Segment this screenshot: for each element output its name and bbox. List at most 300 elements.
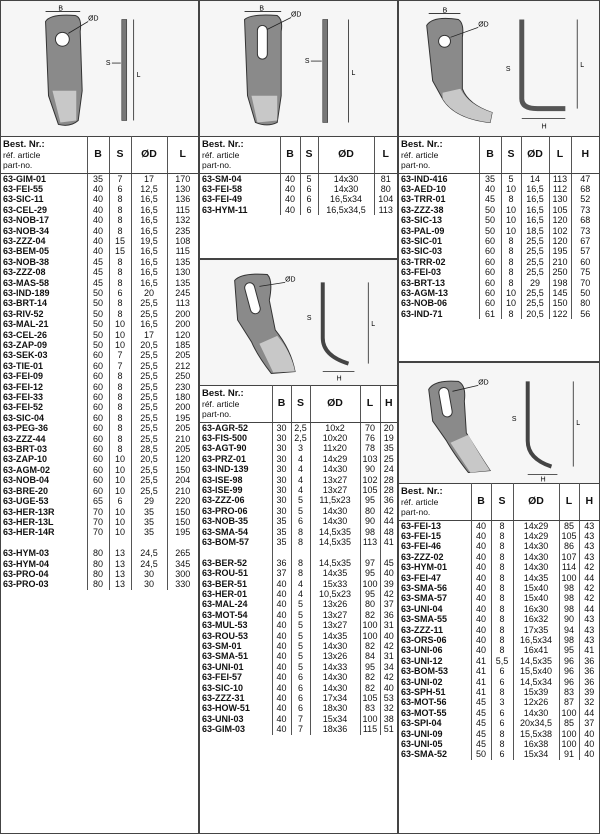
part-number: 63-HYM-04 — [3, 558, 50, 569]
value-s: 8 — [109, 402, 131, 412]
value-s: 6 — [291, 672, 310, 682]
value-b: 50 — [87, 288, 109, 298]
value-l: 98 — [559, 583, 579, 593]
value-h: 36 — [579, 666, 599, 676]
value-s: 6 — [300, 194, 318, 204]
table-row — [1, 413, 198, 423]
value-s: 10 — [109, 340, 131, 350]
value-s: 8 — [491, 625, 513, 635]
table-row — [200, 683, 397, 693]
part-number: 63-SM-04 — [202, 173, 242, 184]
value-s: 6 — [291, 516, 310, 526]
value-b: 70 — [87, 527, 109, 537]
value-h: 53 — [380, 693, 397, 703]
value-d: 14,5x35 — [513, 656, 559, 666]
value-l: 100 — [360, 714, 380, 724]
value-b: 50 — [87, 330, 109, 340]
value-d: 16x41 — [513, 645, 559, 655]
part-number: 63-ZZZ-31 — [202, 693, 245, 704]
col-l: L — [374, 136, 397, 173]
value-s: 8 — [109, 309, 131, 319]
part-number: 63-HER-01 — [202, 588, 248, 599]
value-l: 70 — [360, 422, 380, 433]
value-l: 180 — [167, 392, 198, 402]
value-b: 41 — [471, 677, 491, 687]
value-d: 14x33 — [310, 662, 360, 672]
value-b: 60 — [87, 423, 109, 433]
value-h: 25 — [380, 454, 397, 464]
value-b: 40 — [272, 620, 291, 630]
table-row — [200, 568, 397, 578]
part-number: 63-PRO-03 — [3, 579, 49, 590]
col-l: L — [559, 483, 579, 520]
value-h: 39 — [579, 687, 599, 697]
value-s: 13 — [109, 548, 131, 558]
value-s: 5 — [291, 506, 310, 516]
part-number: 63-SIC-03 — [401, 246, 443, 257]
value-l: 170 — [167, 173, 198, 184]
value-s: 6 — [109, 496, 131, 506]
value-l: 105 — [360, 485, 380, 495]
table-row — [200, 495, 397, 505]
value-l: 98 — [559, 635, 579, 645]
value-s: 8 — [109, 434, 131, 444]
table-row — [1, 330, 198, 340]
value-b: 35 — [272, 537, 291, 547]
value-d: 25,5 — [131, 402, 167, 412]
value-l: 235 — [167, 226, 198, 236]
value-l: 80 — [374, 184, 397, 194]
part-number: 63-NOB-34 — [3, 225, 50, 236]
table-row — [399, 531, 599, 541]
col-d: ØD — [131, 136, 167, 173]
value-b: 45 — [471, 708, 491, 718]
value-b: 60 — [87, 361, 109, 371]
part-number: 63-TIE-01 — [3, 360, 44, 371]
value-s: 7 — [291, 714, 310, 724]
part-number: 63-SMA-55 — [401, 614, 448, 625]
table-row — [399, 205, 599, 215]
value-d: 14x29 — [513, 531, 559, 541]
value-h: 39 — [380, 579, 397, 589]
part-number: 63-HYM-03 — [3, 548, 50, 559]
table-row — [200, 631, 397, 641]
value-l: 265 — [167, 548, 198, 558]
value-l: 96 — [559, 666, 579, 676]
part-number: 63-ZZZ-04 — [3, 235, 46, 246]
part-number: 63-ZAP-09 — [3, 340, 48, 350]
value-b: 60 — [87, 475, 109, 485]
col-h: H — [380, 385, 397, 422]
value-d: 14x30 — [310, 672, 360, 682]
part-number: 63-HYM-11 — [202, 204, 248, 215]
value-s: 8 — [109, 423, 131, 433]
svg-text:S: S — [105, 60, 111, 68]
part-number: 63-FEI-12 — [3, 381, 44, 392]
part-number: 63-IND-189 — [3, 287, 50, 298]
table-row — [1, 278, 198, 288]
value-h: 43 — [579, 625, 599, 635]
value-b: 40 — [471, 541, 491, 551]
value-d: 14,5x35 — [310, 537, 360, 547]
value-d: 16,5x34,5 — [318, 205, 374, 215]
table-row — [399, 656, 599, 666]
value-h: 36 — [380, 495, 397, 505]
table-row — [399, 215, 599, 225]
table-row — [200, 433, 397, 443]
value-d: 16,5 — [521, 205, 549, 215]
value-d: 12,5 — [131, 184, 167, 194]
value-b: 35 — [272, 527, 291, 537]
value-b: 50 — [479, 205, 501, 215]
value-b: 40 — [280, 205, 300, 215]
value-d: 18,5 — [521, 226, 549, 236]
table-row — [200, 475, 397, 485]
value-h: 20 — [380, 422, 397, 433]
part-number: 63-PEG-36 — [3, 423, 49, 434]
table-row — [399, 635, 599, 645]
value-d: 14x30 — [513, 708, 559, 718]
value-h: 68 — [571, 215, 599, 225]
value-b: 60 — [479, 267, 501, 277]
table-row — [399, 184, 599, 194]
value-l: 94 — [559, 625, 579, 635]
value-s: 5 — [291, 620, 310, 630]
value-l: 102 — [360, 475, 380, 485]
value-d: 25,5 — [521, 288, 549, 298]
value-s: 10 — [501, 205, 521, 215]
value-h: 43 — [579, 541, 599, 551]
value-l: 95 — [559, 645, 579, 655]
value-l: 130 — [549, 194, 571, 204]
value-s: 7 — [109, 350, 131, 360]
value-h: 42 — [579, 562, 599, 572]
value-d: 14,5x35 — [310, 527, 360, 537]
value-b: 45 — [87, 257, 109, 267]
value-s: 6 — [300, 205, 318, 215]
value-l: 87 — [559, 697, 579, 707]
value-d: 16x38 — [513, 739, 559, 749]
value-d: 30 — [131, 569, 167, 579]
value-b: 40 — [272, 693, 291, 703]
value-b: 80 — [87, 548, 109, 558]
value-s: 13 — [109, 569, 131, 579]
value-l: 113 — [549, 173, 571, 184]
value-d: 14x30 — [513, 541, 559, 551]
value-l: 113 — [374, 205, 397, 215]
part-number: 63-SMA-52 — [401, 749, 448, 760]
value-l: 85 — [559, 520, 579, 531]
value-b: 70 — [87, 517, 109, 527]
value-b: 40 — [272, 683, 291, 693]
col-d: ØD — [318, 136, 374, 173]
value-b: 60 — [87, 465, 109, 475]
table-row — [399, 708, 599, 718]
value-h: 80 — [571, 298, 599, 308]
table-row — [200, 464, 397, 474]
value-b: 45 — [471, 697, 491, 707]
svg-text:ØD: ØD — [478, 21, 489, 29]
value-b: 40 — [272, 703, 291, 713]
table-row — [399, 687, 599, 697]
value-b: 40 — [272, 599, 291, 609]
spacer-cell — [87, 538, 109, 548]
part-number: 63-PRO-04 — [3, 568, 49, 579]
value-b: 40 — [280, 184, 300, 194]
table-row — [1, 246, 198, 256]
value-d: 14x35 — [310, 631, 360, 641]
value-b: 30 — [272, 506, 291, 516]
value-l: 82 — [360, 672, 380, 682]
spacer-cell — [1, 538, 87, 548]
value-d: 25,5 — [131, 350, 167, 360]
value-l: 145 — [549, 288, 571, 298]
part-number: 63-IND-71 — [401, 308, 443, 319]
value-b: 45 — [87, 267, 109, 277]
table-row — [1, 559, 198, 569]
value-b: 36 — [272, 558, 291, 568]
table-row — [1, 507, 198, 517]
value-h: 43 — [579, 552, 599, 562]
value-l: 132 — [167, 215, 198, 225]
value-d: 14x30 — [310, 683, 360, 693]
svg-text:L: L — [580, 62, 585, 70]
col-l: L — [167, 136, 198, 173]
value-d: 25,5 — [131, 486, 167, 496]
value-l: 90 — [360, 516, 380, 526]
table-row — [399, 593, 599, 603]
value-d: 13x27 — [310, 610, 360, 620]
table-row — [1, 350, 198, 360]
part-number: 63-RIV-52 — [3, 308, 44, 319]
value-s: 5 — [291, 651, 310, 661]
value-d: 25,5 — [521, 298, 549, 308]
value-b: 60 — [479, 257, 501, 267]
value-d: 25,5 — [131, 465, 167, 475]
value-b: 60 — [87, 454, 109, 464]
value-b: 40 — [87, 194, 109, 204]
part-number: 63-BRT-14 — [3, 298, 48, 309]
value-d: 16,5 — [131, 194, 167, 204]
part-number: 63-PAL-09 — [401, 225, 445, 236]
panel-straight-slot-hole — [199, 0, 398, 259]
table-row — [1, 205, 198, 215]
value-s: 8 — [491, 541, 513, 551]
part-number: 63-UNI-06 — [401, 645, 443, 656]
svg-text:S: S — [306, 315, 312, 323]
table-row — [1, 236, 198, 246]
table-row — [1, 454, 198, 464]
svg-text:H: H — [336, 375, 342, 383]
value-h: 67 — [571, 236, 599, 246]
value-d: 15,5x40 — [513, 666, 559, 676]
value-b: 40 — [471, 562, 491, 572]
table-row — [399, 625, 599, 635]
value-d: 14x30 — [513, 552, 559, 562]
value-s: 8 — [501, 278, 521, 288]
value-l: 120 — [167, 330, 198, 340]
value-l: 100 — [559, 708, 579, 718]
part-number: 63-IND-416 — [401, 173, 448, 184]
part-number: 63-FIS-500 — [202, 432, 248, 443]
value-b: 40 — [87, 246, 109, 256]
value-b: 60 — [87, 434, 109, 444]
value-b: 30 — [272, 443, 291, 453]
table-row — [200, 485, 397, 495]
value-h: 42 — [380, 672, 397, 682]
value-l: 130 — [167, 184, 198, 194]
table-row — [399, 749, 599, 759]
value-s: 8 — [501, 236, 521, 246]
value-s: 10 — [501, 215, 521, 225]
value-s: 8 — [491, 729, 513, 739]
value-s: 5 — [291, 495, 310, 505]
part-number: 63-AGM-13 — [401, 287, 449, 298]
parts-table-2 — [200, 136, 397, 215]
value-d: 10x20 — [310, 433, 360, 443]
table-row — [399, 298, 599, 308]
value-b: 80 — [87, 569, 109, 579]
value-s: 10 — [109, 319, 131, 329]
value-h: 36 — [579, 677, 599, 687]
value-s: 15 — [109, 236, 131, 246]
value-s: 8 — [109, 215, 131, 225]
table-row — [200, 205, 397, 215]
value-d: 29 — [521, 278, 549, 288]
spacer-cell — [360, 547, 380, 557]
value-d: 14x35 — [513, 573, 559, 583]
table-row — [1, 465, 198, 475]
value-d: 35 — [131, 517, 167, 527]
value-b: 40 — [87, 236, 109, 246]
svg-text:L: L — [351, 69, 356, 77]
value-l: 107 — [559, 552, 579, 562]
value-d: 24,5 — [131, 559, 167, 569]
value-b: 70 — [87, 507, 109, 517]
value-b: 60 — [87, 444, 109, 454]
value-s: 8 — [501, 267, 521, 277]
value-h: 42 — [579, 593, 599, 603]
value-s: 8 — [291, 558, 310, 568]
value-s: 7 — [291, 724, 310, 734]
value-h: 45 — [380, 558, 397, 568]
value-b: 65 — [87, 496, 109, 506]
part-number: 63-AED-10 — [401, 183, 447, 194]
value-s: 8 — [501, 309, 521, 319]
table-row — [200, 173, 397, 184]
value-l: 82 — [360, 610, 380, 620]
value-s: 8 — [109, 371, 131, 381]
value-s: 8 — [109, 257, 131, 267]
value-s: 2,5 — [291, 422, 310, 433]
value-l: 136 — [167, 194, 198, 204]
value-l: 83 — [360, 703, 380, 713]
value-b: 30 — [272, 433, 291, 443]
value-s: 8 — [491, 593, 513, 603]
value-d: 16x30 — [513, 604, 559, 614]
table-row — [200, 703, 397, 713]
value-s: 10 — [109, 527, 131, 537]
part-number: 63-SPI-04 — [401, 718, 442, 729]
value-h: 44 — [579, 573, 599, 583]
blade-drawing-l-shape — [399, 1, 599, 137]
value-d: 13x27 — [310, 620, 360, 630]
value-b: 60 — [87, 392, 109, 402]
value-b: 40 — [471, 635, 491, 645]
value-b: 40 — [87, 215, 109, 225]
value-s: 6 — [491, 708, 513, 718]
part-number: 63-MAL-21 — [3, 319, 49, 330]
value-l: 115 — [360, 724, 380, 734]
parts-table-1 — [1, 136, 198, 590]
table-row — [200, 506, 397, 516]
table-row — [1, 184, 198, 194]
value-d: 14x29 — [513, 520, 559, 531]
value-b: 37 — [272, 568, 291, 578]
value-d: 20,5 — [131, 340, 167, 350]
col-s: S — [501, 136, 521, 173]
value-d: 25,5 — [521, 246, 549, 256]
part-number: 63-SMA-57 — [401, 593, 448, 604]
part-number: 63-FEI-49 — [202, 194, 243, 205]
value-s: 6 — [109, 184, 131, 194]
table-row — [399, 194, 599, 204]
value-l: 330 — [167, 579, 198, 589]
spacer-cell — [131, 538, 167, 548]
value-h: 42 — [380, 506, 397, 516]
value-b: 30 — [272, 422, 291, 433]
panel-l-shape-round-hole — [398, 0, 600, 362]
value-d: 16,5 — [131, 226, 167, 236]
table-row — [200, 194, 397, 204]
value-l: 95 — [360, 589, 380, 599]
value-l: 105 — [549, 205, 571, 215]
value-s: 8 — [109, 413, 131, 423]
value-d: 15x34 — [310, 714, 360, 724]
value-l: 230 — [167, 382, 198, 392]
value-b: 40 — [280, 194, 300, 204]
value-s: 6 — [491, 666, 513, 676]
value-b: 60 — [87, 413, 109, 423]
blade-drawing-round-hole — [1, 1, 198, 137]
value-l: 120 — [549, 236, 571, 246]
value-s: 8 — [291, 527, 310, 537]
value-l: 98 — [360, 527, 380, 537]
value-l: 250 — [167, 371, 198, 381]
panel-angled-slot-hole-2 — [398, 362, 600, 834]
value-d: 25,5 — [131, 309, 167, 319]
value-s: 6 — [291, 693, 310, 703]
value-h: 68 — [571, 184, 599, 194]
value-h: 28 — [380, 485, 397, 495]
value-s: 5 — [501, 173, 521, 184]
table-row — [1, 434, 198, 444]
part-number: 63-FEI-33 — [3, 392, 44, 403]
value-s: 8 — [491, 573, 513, 583]
part-number: 63-NOB-06 — [401, 298, 448, 309]
value-s: 10 — [109, 454, 131, 464]
value-b: 45 — [87, 278, 109, 288]
value-d: 25,5 — [521, 257, 549, 267]
value-l: 195 — [167, 413, 198, 423]
table-row — [1, 496, 198, 506]
col-s: S — [491, 483, 513, 520]
value-h: 40 — [579, 749, 599, 759]
table-row — [200, 651, 397, 661]
table-row — [1, 288, 198, 298]
svg-text:ØD: ØD — [285, 276, 296, 284]
value-s: 6 — [109, 288, 131, 298]
